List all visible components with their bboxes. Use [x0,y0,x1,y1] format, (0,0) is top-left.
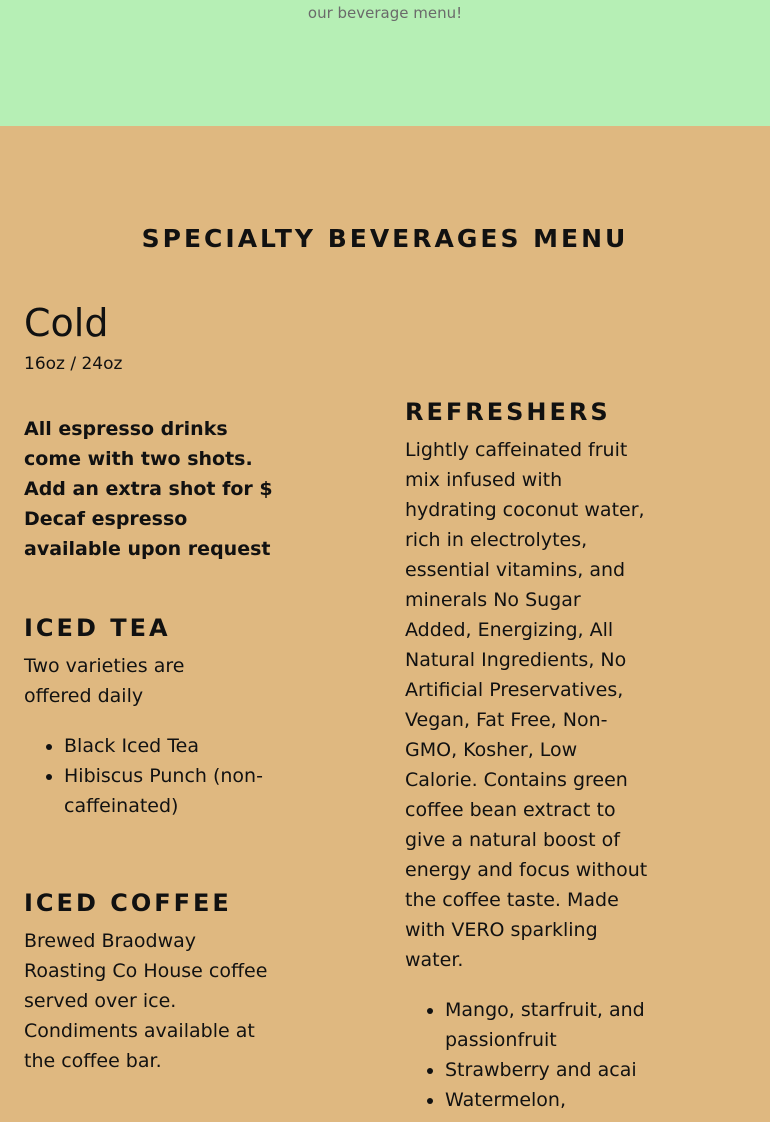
refreshers-title: REFRESHERS [405,398,611,426]
banner-text: our beverage menu! [307,4,463,22]
iced-coffee-description: Brewed Braodway Roasting Co House coffee served over ice. Condiments available at the coffee bar. [24,929,268,1072]
refreshers-list [405,995,655,1115]
cup-sizes: 16oz / 24oz [24,354,123,374]
iced-tea-list [24,731,264,821]
cold-heading: Cold [24,301,109,345]
top-banner [0,0,770,126]
iced-tea-description: Two varieties are offered daily [24,655,185,708]
list-item: • Strawberry and acai [445,1055,655,1085]
espresso-note: All espresso drinks come with two shots. Add an extra shot for $ Decaf espresso available upon request [24,418,273,561]
list-item: • Black Iced Tea [64,731,264,761]
list-item: • Hibiscus Punch (non-caffeinated) [64,761,264,821]
iced-tea-title: ICED TEA [24,614,171,643]
left-column [24,296,284,1076]
iced-coffee-title: ICED COFFEE [24,889,232,918]
list-item: • Watermelon, [445,1085,655,1115]
refreshers-description: Lightly caffeinated fruit mix infused with hydrating coconut water, rich in electrolytes, essential vitamins, and minerals No Sugar Added, Energizing, All Natural Ingredients, No Artificial Preservatives, Vegan, Fat Free, Non-GMO, Kosher, Low Calorie. Contains green coffee bean extract to give a natural boost of energy and focus without the coffee taste. Made with VERO sparkling water. [405,438,648,971]
list-item: • Mango, starfruit, and passionfruit [445,995,655,1055]
menu-title: SPECIALTY BEVERAGES MENU [141,224,629,253]
right-column [405,398,655,1115]
